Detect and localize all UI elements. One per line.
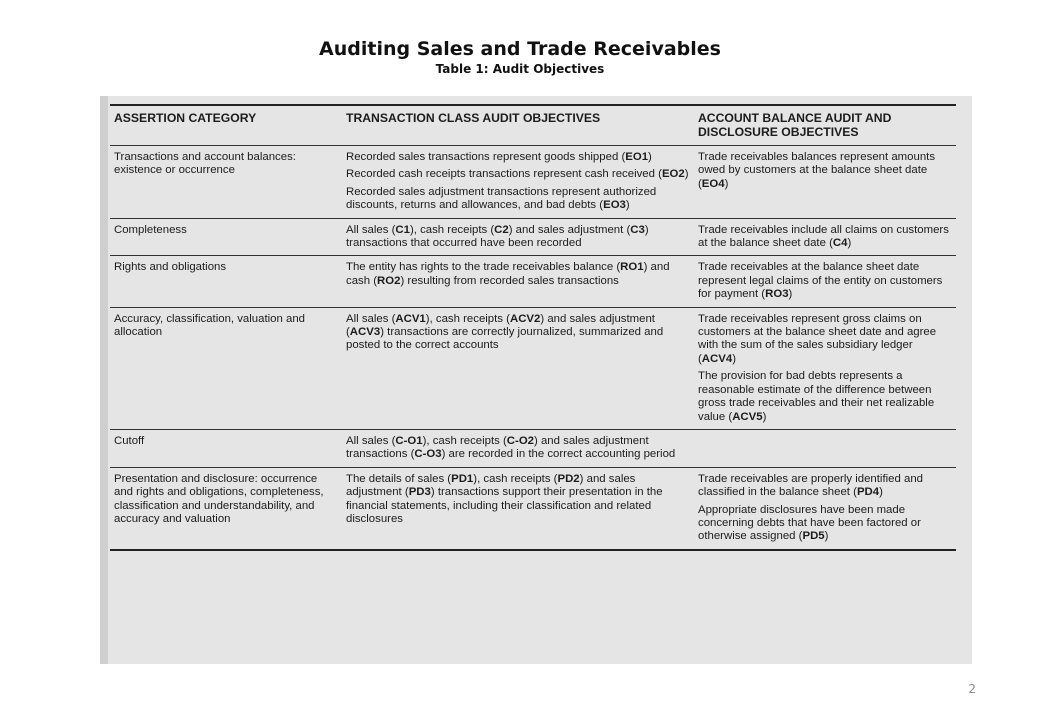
objective-code: ACV2	[509, 312, 541, 325]
table-row	[110, 256, 956, 307]
objective-text: The provision for bad debts represents a reasonable estimate of the difference between gross trade receivables and their net realizable value (ACV5)	[698, 370, 935, 423]
objective-text: The entity has rights to the trade receivables balance (RO1) and cash (RO2) resulting from recorded sales transactions	[346, 261, 670, 287]
objective-text: Trade receivables are properly identified and classified in the balance sheet (PD4)	[698, 472, 923, 499]
balance-cell	[694, 429, 956, 467]
objective-code: RO3	[765, 288, 789, 301]
assertion-text: Cutoff	[114, 434, 145, 447]
objective-code: RO2	[377, 274, 401, 287]
objective-code: PD2	[557, 472, 580, 485]
objective-code: EO2	[661, 168, 685, 181]
assertion-cell	[110, 218, 342, 256]
objective-text: Recorded cash receipts transactions represent cash received (EO2)	[346, 168, 689, 181]
table-row	[110, 307, 956, 429]
assertion-text: Transactions and account balances: existence or occurrence	[114, 151, 296, 177]
header-balance-objectives: ACCOUNT BALANCE AUDIT AND DISCLOSURE OBJECTIVES	[694, 105, 956, 146]
objective-text: All sales (ACV1), cash receipts (ACV2) and sales adjustment (ACV3) transactions are correctly journalized, summarized and posted to the correct accounts	[346, 312, 664, 352]
transaction-cell	[342, 307, 694, 429]
table-caption: Table 1: Audit Objectives	[435, 62, 605, 76]
balance-cell	[694, 218, 956, 256]
audit-objectives-table	[110, 104, 956, 551]
assertion-cell	[110, 256, 342, 307]
objective-code: C4	[832, 237, 848, 250]
objective-code: PD4	[856, 486, 880, 499]
scanned-table-image	[100, 96, 972, 664]
objective-text: All sales (C1), cash receipts (C2) and sales adjustment (C3) transactions that occurred have been recorded	[346, 223, 649, 250]
objective-code: PD3	[408, 486, 431, 499]
objective-code: C1	[395, 223, 410, 236]
table-header-row	[110, 105, 956, 146]
page-title: Auditing Sales and Trade Receivables	[319, 38, 721, 60]
objective-code: ACV4	[701, 352, 733, 365]
table-row	[110, 218, 956, 256]
objective-text: Trade receivables balances represent amounts owed by customers at the balance sheet date (EO4)	[698, 151, 936, 190]
transaction-cell	[342, 146, 694, 219]
assertion-cell	[110, 146, 342, 219]
objective-code: C2	[494, 223, 509, 236]
header-assertion-category: ASSERTION CATEGORY	[110, 105, 342, 146]
transaction-cell	[342, 218, 694, 256]
table-row	[110, 429, 956, 467]
assertion-text: Accuracy, classification, valuation and allocation	[114, 312, 305, 339]
scan-edge	[100, 96, 108, 664]
objective-code: EO1	[625, 151, 649, 163]
objective-code: ACV3	[349, 326, 381, 339]
assertion-cell	[110, 429, 342, 467]
assertion-text: Completeness	[114, 223, 187, 236]
assertion-text: Presentation and disclosure: occurrence and rights and obligations, completeness, classification and understandability, and accuracy and valuation	[114, 472, 324, 525]
balance-cell	[694, 467, 956, 550]
header-transaction-objectives: TRANSACTION CLASS AUDIT OBJECTIVES	[342, 105, 694, 146]
objective-text: All sales (C-O1), cash receipts (C-O2) and sales adjustment transactions (C-O3) are recorded in the correct accounting period	[346, 434, 676, 461]
balance-cell	[694, 146, 956, 219]
table-row	[110, 467, 956, 550]
objective-code: EO3	[603, 199, 626, 212]
objective-code: PD1	[451, 472, 474, 485]
objective-code: ACV5	[732, 410, 763, 423]
objective-code: C3	[630, 223, 645, 236]
objective-text: Trade receivables represent gross claims on customers at the balance sheet date and agree with the sum of the sales subsidiary ledger (ACV4)	[698, 312, 937, 365]
objective-code: C-O2	[506, 434, 535, 447]
table-row	[110, 146, 956, 219]
transaction-cell	[342, 467, 694, 550]
objective-text: The details of sales (PD1), cash receipts (PD2) and sales adjustment (PD3) transactions support their presentation in the financial statements, including their classification and related disclosures	[346, 472, 663, 525]
objective-text: Trade receivables include all claims on customers at the balance sheet date (C4)	[698, 223, 949, 250]
assertion-cell	[110, 467, 342, 550]
objective-code: EO4	[701, 177, 725, 190]
objective-text: Recorded sales adjustment transactions represent authorized discounts, returns and allowances, and bad debts (EO3)	[346, 185, 657, 212]
balance-cell	[694, 256, 956, 307]
objective-code: C-O1	[395, 434, 423, 447]
objective-text: Trade receivables at the balance sheet date represent legal claims of the entity on customers for payment (RO3)	[698, 261, 943, 301]
objective-code: RO1	[620, 261, 644, 274]
balance-cell	[694, 307, 956, 429]
objective-text: Appropriate disclosures have been made concerning debts that have been factored or otherwise assigned (PD5)	[698, 503, 921, 543]
objective-code: C-O3	[414, 448, 442, 461]
page-number: 2	[968, 682, 976, 696]
objective-text: Recorded sales transactions represent goods shipped (EO1)	[346, 151, 652, 163]
transaction-cell	[342, 429, 694, 467]
assertion-cell	[110, 307, 342, 429]
transaction-cell	[342, 256, 694, 307]
objective-code: ACV1	[395, 312, 426, 325]
assertion-text: Rights and obligations	[114, 261, 227, 274]
objective-code: PD5	[802, 530, 825, 543]
